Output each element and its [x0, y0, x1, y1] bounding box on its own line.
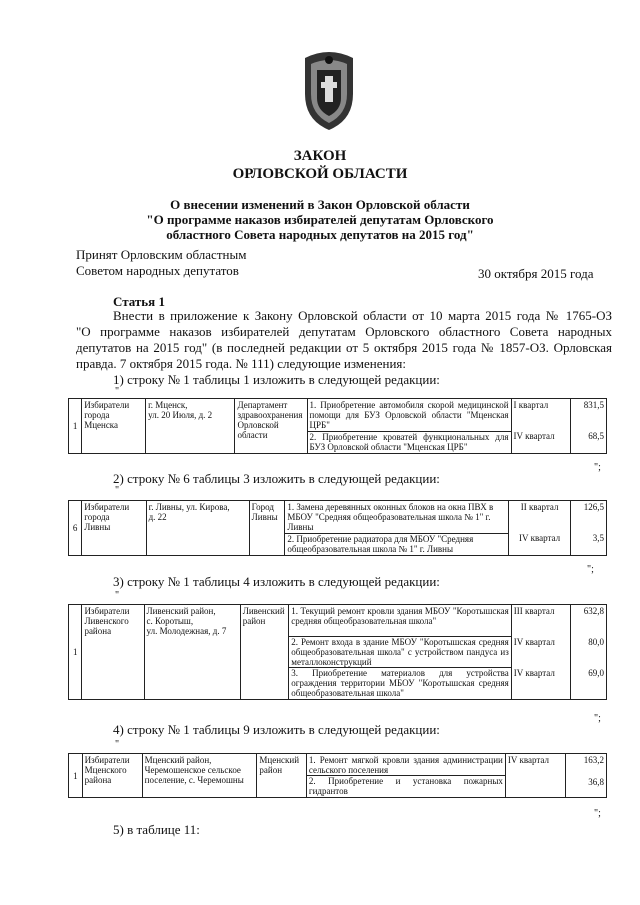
address-cell: Ливенский район, с. Коротыш, ул. Молодежная, д. 7	[144, 605, 240, 700]
adopted-by-line-1: Принят Орловским областным	[76, 247, 247, 262]
row-number: 1	[69, 399, 82, 454]
close-quote: ";	[587, 564, 594, 575]
law-title: ЗАКОН	[293, 148, 347, 164]
address-cell: Мценский район, Черемошенское сельское поселение, с. Черемошны	[142, 754, 257, 798]
region-title: ОРЛОВСКОЙ ОБЛАСТИ	[232, 166, 408, 182]
amendment-item-4: 4) строку № 1 таблицы 9 изложить в следующей редакции:	[113, 722, 440, 737]
voters-cell: Избиратели города Мценска	[82, 399, 146, 454]
work-item: 2. Приобретение и установка пожарных гидрантов	[308, 776, 503, 796]
amount-cell: 831,5 68,5	[571, 399, 607, 454]
amendment-item-3: 3) строку № 1 таблицы 4 изложить в следующей редакции:	[113, 574, 440, 589]
organization-cell: Город Ливны	[249, 501, 285, 556]
amount-cell: 163,2 36,8	[565, 754, 606, 798]
work-item: 2. Приобретение кроватей функциональных для БУЗ Орловской области "Мценская ЦРБ"	[309, 432, 509, 452]
work-item: 2. Ремонт входа в здание МБОУ "Коротышская средняя общеобразовательная школа" с устройством пандуса из металлоконструкций	[291, 637, 509, 667]
coat-of-arms-icon	[297, 48, 361, 132]
amendment-item-2: 2) строку № 6 таблицы 3 изложить в следующей редакции:	[113, 471, 440, 486]
law-subtitle-line-1: О внесении изменений в Закон Орловской области	[170, 197, 470, 212]
open-quote: "	[115, 386, 120, 397]
open-quote: "	[115, 590, 120, 601]
adoption-date: 30 октября 2015 года	[478, 266, 594, 281]
open-quote: "	[115, 485, 120, 496]
voters-cell: Избиратели города Ливны	[82, 501, 146, 556]
work-item: 1. Замена деревянных оконных блоков на окна ПВХ в МБОУ "Средняя общеобразовательная школа № 1" г. Ливны	[287, 502, 494, 532]
row-number: 6	[69, 501, 82, 556]
works-cell	[285, 501, 509, 556]
amendment-item-1: 1) строку № 1 таблицы 1 изложить в следующей редакции:	[113, 372, 440, 387]
adopted-by-line-2: Советом народных депутатов	[76, 263, 239, 278]
organization-cell: Департамент здравоохранения Орловской области	[235, 399, 307, 454]
intro-line: депутатов на 2015 год" (в последней редакции от 5 октября 2015 года № 1857-ОЗ. Орловская	[76, 340, 612, 355]
row-number: 1	[69, 605, 82, 700]
amount-cell: 126,5 3,5	[571, 501, 607, 556]
work-item: 1. Ремонт мягкой кровли здания администрации сельского поселения	[308, 755, 503, 775]
voters-cell: Избиратели Мценского района	[82, 754, 142, 798]
work-item: 2. Приобретение радиатора для МБОУ "Средняя общеобразовательная школа № 1" г. Ливны	[285, 533, 508, 554]
intro-line: правда. 7 октября 2015 года. № 111) следующие изменения:	[76, 356, 406, 371]
amendment-table-2	[68, 500, 607, 556]
address-cell: г. Ливны, ул. Кирова, д. 22	[146, 501, 249, 556]
row-number: 1	[69, 754, 83, 798]
work-item: 3. Приобретение материалов для устройства ограждения территории МБОУ "Коротышская средняя общеобразовательная школа"	[291, 668, 509, 698]
quarter-cell: III квартал IV квартал IV квартал	[511, 605, 570, 700]
intro-line: Внести в приложение к Закону Орловской области от 10 марта 2015 года № 1765-ОЗ	[113, 308, 612, 323]
quarter-cell: IV квартал	[505, 754, 565, 798]
article-intro	[76, 308, 612, 372]
law-subtitle-line-3: областного Совета народных депутатов на 2015 год"	[166, 227, 474, 242]
open-quote: "	[115, 739, 120, 750]
amount-cell: 632,8 80,0 69,0	[570, 605, 606, 700]
close-quote: ";	[594, 713, 601, 724]
law-subtitle-line-2: "О программе наказов избирателей депутатам Орловского	[146, 212, 494, 227]
intro-line: "О программе наказов избирателей депутатам Орловского областного Совета народных	[76, 324, 612, 339]
quarter-cell: II квартал IV квартал	[508, 501, 570, 556]
article-title: Статья 1	[113, 294, 165, 309]
work-item: 1. Текущий ремонт кровли здания МБОУ "Коротышская средняя общеобразовательная школа"	[291, 606, 509, 626]
amendment-table-1	[68, 398, 607, 454]
amendment-table-4	[68, 753, 607, 798]
amendment-table-3	[68, 604, 607, 700]
amendment-item-5: 5) в таблице 11:	[113, 822, 200, 837]
quarter-cell: I квартал IV квартал	[511, 399, 571, 454]
close-quote: ";	[594, 462, 601, 473]
address-cell: г. Мценск, ул. 20 Июля, д. 2	[146, 399, 235, 454]
organization-cell: Мценский район	[257, 754, 306, 798]
works-cell	[289, 605, 511, 700]
works-cell	[306, 754, 505, 798]
organization-cell: Ливенский район	[240, 605, 289, 700]
voters-cell: Избиратели Ливенского района	[82, 605, 144, 700]
close-quote: ";	[594, 808, 601, 819]
work-item: 1. Приобретение автомобиля скорой медицинской помощи для БУЗ Орловской области "Мценская ЦРБ"	[309, 400, 509, 430]
works-cell	[307, 399, 511, 454]
